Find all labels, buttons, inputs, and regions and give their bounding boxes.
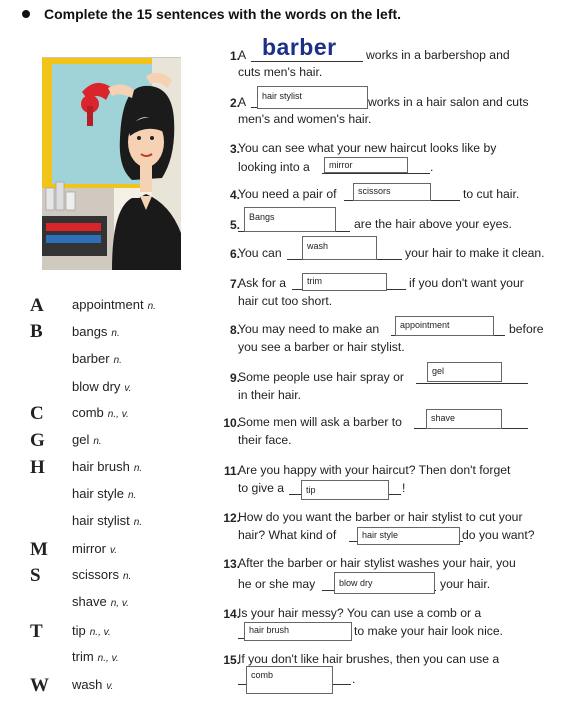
answer-blank	[322, 173, 430, 174]
sentence-number: 10.	[223, 416, 240, 430]
sentence-11-mid: to give a	[238, 481, 285, 495]
word-bank-item	[72, 432, 102, 447]
sentence-1-end: cuts men's hair.	[238, 65, 323, 79]
bullet-icon	[22, 10, 30, 18]
sentence-2-end: men's and women's hair.	[238, 112, 372, 126]
sentence-number: 8.	[229, 323, 240, 337]
sentence-11-start: Are you happy with your haircut? Then don't forget	[238, 463, 511, 477]
sentence-number: 4.	[229, 188, 240, 202]
word-bank-word: hair stylist	[72, 513, 130, 528]
word-bank-item	[72, 405, 129, 420]
sentence-12-mid: hair? What kind of	[238, 528, 337, 542]
word-bank-word: comb	[72, 405, 104, 420]
word-bank-word: barber	[72, 351, 110, 366]
word-bank-pos: n.	[133, 517, 143, 528]
word-bank-letter: T	[30, 621, 43, 642]
word-bank-letter: G	[30, 430, 45, 451]
sentence-3-start: You can see what your new haircut looks like by	[238, 141, 497, 155]
word-bank-item	[72, 486, 136, 501]
answer-12-box[interactable]: hair style	[357, 527, 460, 545]
word-bank-item	[72, 649, 119, 664]
word-bank-pos: n., v.	[97, 653, 119, 664]
sentence-number: 12.	[223, 511, 240, 525]
answer-14-box[interactable]: hair brush	[244, 622, 352, 641]
word-bank-word: mirror	[72, 541, 106, 556]
sentence-7-end: hair cut too short.	[238, 294, 333, 308]
sentence-8-mid: before	[509, 322, 544, 336]
salon-illustration	[42, 57, 181, 270]
word-bank-letter: M	[30, 539, 48, 560]
answer-15-box[interactable]: comb	[246, 666, 333, 694]
answer-13-box[interactable]: blow dry	[334, 572, 435, 594]
word-bank-letter: S	[30, 565, 41, 586]
word-bank-word: scissors	[72, 567, 119, 582]
word-bank-pos: v.	[106, 681, 114, 692]
sentence-12-start: How do you want the barber or hair stylist to cut your	[238, 510, 523, 524]
word-bank-item	[72, 297, 156, 312]
word-bank-word: blow dry	[72, 379, 121, 394]
sentence-number: 7.	[229, 277, 240, 291]
answer-blank	[251, 61, 363, 62]
word-bank-pos: n., v.	[107, 409, 129, 420]
word-bank-pos: n.	[133, 463, 143, 474]
answer-8-box[interactable]: appointment	[395, 316, 494, 336]
word-bank-item	[72, 541, 117, 556]
sentence-10-end: their face.	[238, 433, 292, 447]
word-bank-pos: v.	[124, 383, 132, 394]
instruction-text: Complete the 15 sentences with the words on the left.	[44, 6, 402, 22]
instruction-heading	[22, 6, 401, 22]
word-bank-pos: n.	[93, 436, 102, 447]
word-bank-word: hair brush	[72, 459, 130, 474]
word-bank-item	[72, 594, 129, 609]
answer-blank	[416, 383, 528, 384]
word-bank-pos: n.	[122, 571, 132, 582]
sentence-number: 14.	[223, 607, 240, 621]
sentence-number: 13.	[223, 557, 240, 571]
answer-9-box[interactable]: gel	[427, 362, 502, 382]
sentence-14-end: to make your hair look nice.	[354, 624, 504, 638]
word-bank-pos: n.	[111, 328, 120, 339]
sentence-7-start: Ask for a	[238, 276, 287, 290]
word-bank-word: bangs	[72, 324, 108, 339]
sentence-number: 3.	[229, 142, 240, 156]
sentence-number: 5.	[229, 218, 240, 232]
word-bank-item	[72, 324, 120, 339]
answer-2-box[interactable]: hair stylist	[257, 86, 368, 109]
sentence-11-end: !	[402, 481, 406, 495]
word-bank-word: hair style	[72, 486, 125, 501]
sentence-5-text: are the hair above your eyes.	[354, 217, 512, 231]
word-bank-letter: B	[30, 321, 43, 342]
sentence-number: 6.	[229, 247, 240, 261]
word-bank-word: shave	[72, 594, 107, 609]
sentence-13-end: your hair.	[440, 577, 491, 591]
sentence-9-start: Some people use hair spray or	[238, 370, 404, 384]
word-bank-item	[72, 623, 111, 638]
sentence-number: 11.	[223, 464, 240, 478]
word-bank-word: tip	[72, 623, 86, 638]
answer-1-handwritten[interactable]: barber	[262, 34, 337, 60]
answer-7-box[interactable]: trim	[302, 273, 387, 291]
word-bank-letter: A	[30, 295, 44, 316]
sentence-number: 2.	[229, 96, 240, 110]
word-bank-pos: v.	[109, 545, 117, 556]
word-bank-item	[72, 351, 122, 366]
word-bank-word: wash	[72, 677, 103, 692]
answer-4-box[interactable]: scissors	[353, 183, 431, 201]
sentence-4-start: You need a pair of	[238, 187, 337, 201]
word-bank-item	[72, 677, 113, 692]
sentence-number: 15.	[223, 653, 240, 667]
sentence-15-end: .	[352, 672, 356, 686]
sentence-12-end: do you want?	[462, 528, 535, 542]
word-bank-pos: n.	[113, 355, 122, 366]
sentence-8-end: you see a barber or hair stylist.	[238, 340, 405, 354]
sentence-number: 9.	[229, 371, 240, 385]
word-bank-item	[72, 379, 131, 394]
answer-11-box[interactable]: tip	[301, 480, 389, 500]
sentence-7-mid: if you don't want your	[409, 276, 524, 290]
sentence-3-end: .	[430, 160, 434, 174]
salon-illustration-graphic	[42, 58, 181, 270]
word-bank-item	[72, 459, 142, 474]
sentence-15-start: If you don't like hair brushes, then you can use a	[238, 652, 500, 666]
word-bank-letter: W	[30, 675, 49, 696]
sentence-8-start: You may need to make an	[238, 322, 380, 336]
sentence-2-mid: works in a hair salon and cuts	[368, 95, 529, 109]
word-bank-letter: C	[30, 403, 44, 424]
sentence-2-start: A	[238, 95, 247, 109]
answer-6-box[interactable]: wash	[302, 236, 377, 260]
sentence-4-end: to cut hair.	[463, 187, 520, 201]
word-bank-pos: n.	[128, 490, 137, 501]
word-bank-item	[72, 567, 131, 582]
word-bank-word: appointment	[72, 297, 144, 312]
sentence-1-mid: works in a barbershop and	[366, 48, 510, 62]
sentence-13-mid: he or she may	[238, 577, 316, 591]
answer-10-box[interactable]: shave	[426, 409, 502, 429]
answer-5-box[interactable]: Bangs	[244, 207, 336, 232]
sentence-9-end: in their hair.	[238, 388, 302, 402]
word-bank-word: gel	[72, 432, 90, 447]
word-bank-pos: n., v.	[89, 627, 111, 638]
answer-3-box[interactable]: mirror	[324, 157, 408, 173]
word-bank-pos: n, v.	[110, 598, 129, 609]
sentence-10-start: Some men will ask a barber to	[238, 415, 402, 429]
sentence-13-start: After the barber or hair stylist washes your hair, you	[238, 556, 516, 570]
sentence-1-start: A	[238, 48, 247, 62]
word-bank-word: trim	[72, 649, 94, 664]
sentence-14-start: Is your hair messy? You can use a comb or a	[238, 606, 482, 620]
word-bank-item	[72, 513, 142, 528]
sentence-3-mid: looking into a	[238, 160, 310, 174]
word-bank-pos: n.	[147, 301, 156, 312]
sentence-6-start: You can	[238, 246, 282, 260]
sentence-6-end: your hair to make it clean.	[405, 246, 545, 260]
sentence-number: 1.	[229, 49, 240, 63]
word-bank-letter: H	[30, 457, 45, 478]
